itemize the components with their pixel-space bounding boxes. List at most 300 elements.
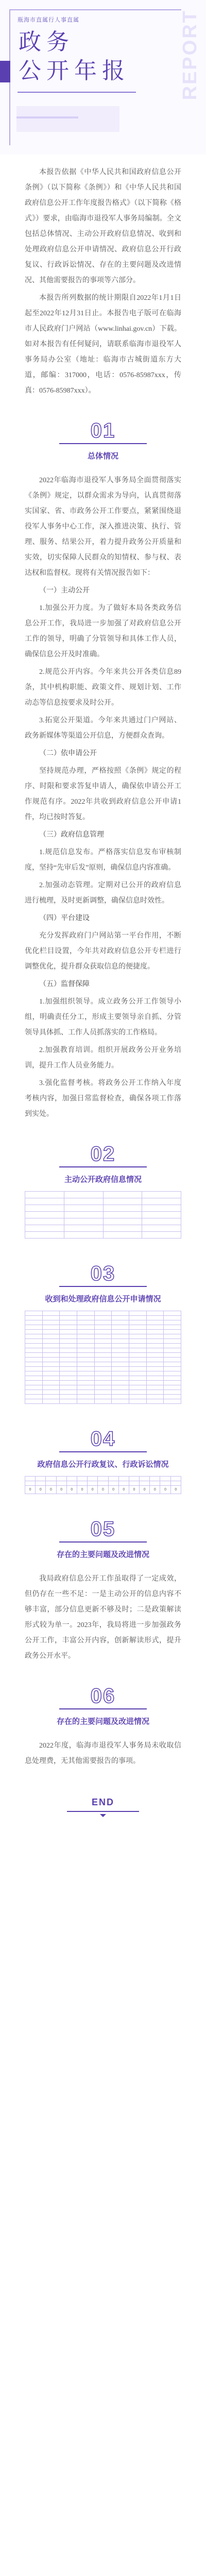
table-cell [60,1362,77,1367]
table-cell [129,1348,146,1353]
table-cell [146,1316,164,1320]
table-cell [25,1232,64,1239]
table-cell [25,1320,43,1325]
table-cell [129,1390,146,1395]
table-cell [112,1367,129,1371]
table-cell [42,1390,60,1395]
table-cell [112,1316,129,1320]
table-cell [164,1399,181,1404]
table-cell [112,1371,129,1376]
table-cell [146,1344,164,1348]
table-cell [146,1330,164,1334]
table-cell [146,1390,164,1395]
overview-paragraph: 2.加强动态管理。定期对已公开的政府信息进行梳理，及时更新调整，确保信息时效性。 [25,882,181,905]
section-04-banner [0,1414,206,1471]
table-cell [112,1330,129,1334]
section-title: 收到和处理政府信息公开申请情况 [45,1294,161,1303]
table-cell: 0 [66,1486,77,1494]
table-cell [60,1320,77,1325]
table-cell [112,1325,129,1330]
table-row [25,1311,181,1316]
table-row [25,1367,181,1371]
table-cell [164,1344,181,1348]
table-cell [42,1353,60,1358]
overview-paragraph: 2022年临海市退役军人事务局全面贯彻落实《条例》规定，以群众需求为导向，认真贯彻落实国家、省、市政务公开工作要点，紧紧围绕退役军人事务中心工作，深入推进决策、执行、管理、服务、结果公开，着力提升政务公开质量和实效，切实保障人民群众的知情权、参与权、表达权和监督权。现将有关情况报告如下： [25,477,181,577]
section-rule [59,1451,147,1452]
table-cell [77,1477,87,1481]
table-cell [142,1218,181,1225]
table-row [25,1225,181,1232]
table-cell [112,1353,129,1358]
section-rule [59,1708,147,1709]
table-cell [164,1371,181,1376]
table-cell [64,1205,103,1212]
table-cell [129,1367,146,1371]
overview-paragraph: 1.规范信息发布。严格落实信息发布审核制度，坚持“先审后发”原则，确保信息内容准确。 [25,849,181,872]
table-cell [94,1344,112,1348]
table-cell [146,1339,164,1344]
table-row [25,1371,181,1376]
table-cell [42,1385,60,1390]
table-row [25,1320,181,1325]
table-cell [146,1376,164,1381]
table-cell [129,1385,146,1390]
header-rule [18,92,136,93]
section-rule [59,443,147,444]
active-disclosure-table-wrap [0,1186,206,1249]
section-02-banner [0,1129,206,1186]
table-cell [129,1339,146,1344]
table-cell [160,1477,170,1481]
table-cell [60,1399,77,1404]
table-cell [77,1344,94,1348]
section-title: 存在的主要问题及改进情况 [56,1550,149,1559]
table-row [25,1198,181,1205]
table-cell [94,1371,112,1376]
table-cell [25,1198,64,1205]
review-litigation-table [25,1476,181,1494]
table-cell [129,1325,146,1330]
table-cell [94,1325,112,1330]
section-number: 01 [90,419,116,442]
header-title-line2: 公开年报 [19,58,130,84]
table-cell [146,1334,164,1339]
table-cell [112,1339,129,1344]
table-cell [60,1339,77,1344]
table-cell [94,1390,112,1395]
table-cell [103,1232,142,1239]
table-cell [77,1371,94,1376]
section-01-banner [0,406,206,463]
table-cell [112,1376,129,1381]
section-06-banner [0,1671,206,1728]
overview-paragraph: 2.规范公开内容。今年来共公开各类信息89条，其中机构职能、政策文件、规划计划、工作动态等信息按要求及时公开。 [25,668,181,707]
table-cell [129,1371,146,1376]
table-cell [42,1330,60,1334]
table-cell [94,1376,112,1381]
table-cell [146,1399,164,1404]
table-cell [98,1481,108,1486]
table-row [25,1232,181,1239]
table-cell: 0 [170,1486,181,1494]
table-cell [170,1477,181,1481]
table-cell [129,1330,146,1334]
table-cell [129,1477,139,1481]
table-cell [146,1311,164,1316]
table-row [25,1212,181,1218]
table-cell [129,1320,146,1325]
table-cell [112,1344,129,1348]
table-cell [60,1395,77,1399]
table-cell [94,1348,112,1353]
table-row [25,1399,181,1404]
table-cell [94,1358,112,1362]
header-watermark: REPORT [179,9,201,100]
table-cell: 0 [118,1486,129,1494]
table-cell [25,1348,43,1353]
section-title: 政府信息公开行政复议、行政诉讼情况 [37,1460,169,1469]
table-cell [42,1381,60,1385]
table-cell [42,1344,60,1348]
intro-paragraph: 本报告所列数据的统计期限自2022年1月1日起至2022年12月31日止。本报告电子版可在临海市人民政府门户网站（www.linhai.gov.cn）下载。如对本报告有任何疑问，请联系临海市退役军人事务局办公室（地址：临海市古城街道东方大道，邮编：317000，电话：0576-85987xxx，传真：0576-85987xxx）。 [25,294,181,395]
table-cell [60,1358,77,1362]
table-cell [66,1481,77,1486]
intro-text [0,155,206,406]
application-table [25,1311,181,1404]
overview-paragraph: 3.强化监督考核。将政务公开工作纳入年度考核内容，加强日常监督检查，确保各项工作落到实处。 [25,1079,181,1118]
table-cell [60,1390,77,1395]
table-cell [112,1334,129,1339]
table-cell [64,1198,103,1205]
table-cell [103,1192,142,1198]
section-number: 06 [90,1685,116,1707]
table-cell [94,1395,112,1399]
header-title-line1: 政务 [19,29,74,55]
application-table-wrap [0,1306,206,1414]
table-cell: 0 [88,1486,98,1494]
table-cell [25,1344,43,1348]
intro-paragraph: 本报告依据《中华人民共和国政府信息公开条例》（以下简称《条例》）和《中华人民共和国政府信息公开工作年度报告格式》（以下简称《格式》）要求，由临海市退役军人事务局编制。全文包括总体情况、主动公开政府信息情况、收到和处理政府信息公开申请情况、政府信息公开行政复议、行政诉讼情况、存在的主要问题及改进情况、其他需要报告的事项等六部分。 [25,168,181,284]
table-cell [66,1477,77,1481]
table-cell [77,1339,94,1344]
table-cell [42,1395,60,1399]
table-cell [164,1320,181,1325]
table-cell [36,1477,46,1481]
table-cell [25,1385,43,1390]
table-cell [112,1385,129,1390]
table-cell [170,1481,181,1486]
table-cell [25,1367,43,1371]
table-cell [164,1334,181,1339]
table-cell [77,1381,94,1385]
section-number: 03 [90,1262,116,1285]
table-cell: 0 [150,1486,160,1494]
table-cell [25,1325,43,1330]
table-cell [42,1376,60,1381]
table-cell [42,1399,60,1404]
table-cell [25,1371,43,1376]
table-cell [60,1381,77,1385]
table-row [25,1376,181,1381]
table-cell [42,1371,60,1376]
overview-subheading: （四）平台建设 [39,914,90,922]
table-cell [129,1362,146,1367]
table-cell [42,1316,60,1320]
table-cell [60,1344,77,1348]
table-cell: 0 [56,1486,66,1494]
table-cell [60,1367,77,1371]
table-cell [77,1311,94,1316]
section-03-banner [0,1249,206,1306]
table-cell [42,1339,60,1344]
table-cell [129,1311,146,1316]
table-cell [60,1348,77,1353]
table-cell [77,1334,94,1339]
table-cell [112,1395,129,1399]
table-cell [146,1353,164,1358]
table-cell [94,1339,112,1344]
table-cell [77,1399,94,1404]
table-cell [42,1334,60,1339]
table-cell [103,1225,142,1232]
table-cell [142,1192,181,1198]
table-cell [164,1381,181,1385]
table-cell [25,1330,43,1334]
table-cell [60,1325,77,1330]
table-cell [164,1348,181,1353]
table-cell [25,1381,43,1385]
table-cell [146,1358,164,1362]
table-cell [164,1330,181,1334]
table-cell [94,1353,112,1358]
table-row [25,1477,181,1481]
table-cell [77,1362,94,1367]
table-cell [129,1399,146,1404]
table-cell [60,1353,77,1358]
table-cell [146,1385,164,1390]
table-row [25,1358,181,1362]
section-rule [59,1166,147,1167]
table-row [25,1205,181,1212]
table-cell [164,1362,181,1367]
table-cell [77,1358,94,1362]
table-cell [94,1399,112,1404]
table-cell [25,1225,64,1232]
table-cell [118,1481,129,1486]
table-cell [150,1481,160,1486]
table-cell [25,1395,43,1399]
table-cell [164,1353,181,1358]
table-cell [77,1320,94,1325]
table-cell [25,1390,43,1395]
table-cell [112,1399,129,1404]
table-cell [42,1358,60,1362]
table-cell: 0 [98,1486,108,1494]
table-cell [36,1481,46,1486]
table-cell [94,1316,112,1320]
section-number: 05 [90,1518,116,1540]
table-cell [98,1477,108,1481]
table-cell [142,1225,181,1232]
table-cell [146,1320,164,1325]
table-cell [25,1362,43,1367]
table-cell [112,1320,129,1325]
table-cell [60,1385,77,1390]
table-cell [88,1477,98,1481]
table-row [25,1362,181,1367]
table-cell [25,1481,36,1486]
header-org: 瓶海市直属行人事直属 [18,17,79,23]
table-cell [112,1362,129,1367]
table-cell [64,1218,103,1225]
table-cell [129,1344,146,1348]
table-cell [25,1218,64,1225]
table-cell [108,1481,118,1486]
table-cell [42,1348,60,1353]
table-cell: 0 [160,1486,170,1494]
section-rule [59,1286,147,1287]
table-row [25,1339,181,1344]
table-cell [25,1316,43,1320]
table-cell [60,1311,77,1316]
section-title: 总体情况 [87,451,118,461]
table-cell [129,1353,146,1358]
table-cell [118,1477,129,1481]
problems-text [0,1561,206,1671]
table-cell [64,1212,103,1218]
table-cell [129,1376,146,1381]
table-cell [77,1325,94,1330]
table-cell [164,1376,181,1381]
table-cell [129,1481,139,1486]
table-cell [129,1395,146,1399]
table-row [25,1381,181,1385]
table-cell [25,1358,43,1362]
table-row [25,1353,181,1358]
table-row [25,1330,181,1334]
table-cell [164,1385,181,1390]
table-cell [112,1390,129,1395]
table-cell [64,1232,103,1239]
table-cell [25,1192,64,1198]
table-cell [25,1399,43,1404]
table-row [25,1192,181,1198]
table-cell [140,1481,150,1486]
table-cell [103,1205,142,1212]
table-cell [164,1390,181,1395]
table-cell [77,1316,94,1320]
table-cell [146,1371,164,1376]
table-row [25,1325,181,1330]
table-cell [42,1311,60,1316]
header-decoration [16,101,119,137]
table-cell [142,1212,181,1218]
table-cell [42,1362,60,1367]
table-row [25,1316,181,1320]
overview-paragraph: 1.加强公开力度。为了做好本局各类政务信息公开工作，我局进一步加强了对政府信息公开工作的领导，明确了分管领导和具体工作人员，确保信息公开及时准确。 [25,604,181,658]
table-cell [94,1367,112,1371]
table-cell [146,1325,164,1330]
table-cell [164,1395,181,1399]
table-cell [146,1362,164,1367]
table-cell: 0 [77,1486,87,1494]
overview-paragraph: 2.加强教育培训。组织开展政务公开业务培训，提升工作人员业务能力。 [25,1046,181,1070]
table-cell [60,1330,77,1334]
table-cell [25,1311,43,1316]
table-cell [42,1320,60,1325]
table-cell [112,1311,129,1316]
table-cell [94,1334,112,1339]
table-cell [60,1376,77,1381]
table-cell [60,1316,77,1320]
table-cell [164,1367,181,1371]
overview-paragraph: 1.加强组织领导。成立政务公开工作领导小组，明确责任分工，形成主要领导亲自抓、分管领导具体抓、工作人员抓落实的工作格局。 [25,998,181,1037]
table-cell [25,1334,43,1339]
table-cell [142,1198,181,1205]
table-cell [164,1311,181,1316]
section-number: 02 [90,1143,116,1165]
table-cell: 0 [25,1486,36,1494]
table-cell [46,1477,56,1481]
table-cell [94,1311,112,1316]
table-cell [103,1198,142,1205]
table-cell [146,1395,164,1399]
table-cell [94,1320,112,1325]
table-cell [146,1381,164,1385]
table-cell [164,1316,181,1320]
end-rule [67,1811,139,1812]
overview-subheading: （五）监督保障 [39,980,90,988]
table-cell [94,1385,112,1390]
table-cell: 0 [108,1486,118,1494]
table-row [25,1334,181,1339]
overview-paragraph: 坚持规范办理，严格按照《条例》规定的程序、时限和要求答复申请人，确保依申请公开工作规范有序。2022年共收到政府信息公开申请1件，均已按时答复。 [25,767,181,821]
end-label: END [91,1797,114,1807]
table-cell [146,1367,164,1371]
problems-paragraph: 我局政府信息公开工作虽取得了一定成效，但仍存在一些不足：一是主动公开的信息内容不够丰富，部分信息更新不够及时；二是政策解读形式较为单一。2023年，我局将进一步加强政务公开工作，丰富公开内容，创新解读形式，提升政务公开水平。 [25,1575,181,1660]
table-row [25,1486,181,1494]
table-cell [77,1367,94,1371]
table-row [25,1348,181,1353]
table-cell [77,1348,94,1353]
table-cell [77,1481,87,1486]
table-cell [103,1218,142,1225]
table-cell [150,1477,160,1481]
table-cell: 0 [140,1486,150,1494]
table-cell [142,1205,181,1212]
overview-subheading: （二）依申请公开 [39,750,97,757]
table-cell [88,1481,98,1486]
table-cell [164,1358,181,1362]
table-cell [129,1334,146,1339]
table-cell [25,1339,43,1344]
table-cell [42,1325,60,1330]
table-cell [140,1477,150,1481]
table-cell [25,1353,43,1358]
table-cell [60,1371,77,1376]
table-cell [108,1477,118,1481]
section-title: 主动公开政府信息情况 [64,1175,142,1184]
table-row [25,1390,181,1395]
table-cell [64,1225,103,1232]
table-cell [103,1212,142,1218]
table-cell [112,1358,129,1362]
table-cell [25,1376,43,1381]
table-row [25,1395,181,1399]
other-text [0,1728,206,1776]
other-paragraph: 2022年度，临海市退役军人事务局未收取信息处理费，无其他需要报告的事项。 [25,1742,181,1765]
table-cell [164,1325,181,1330]
